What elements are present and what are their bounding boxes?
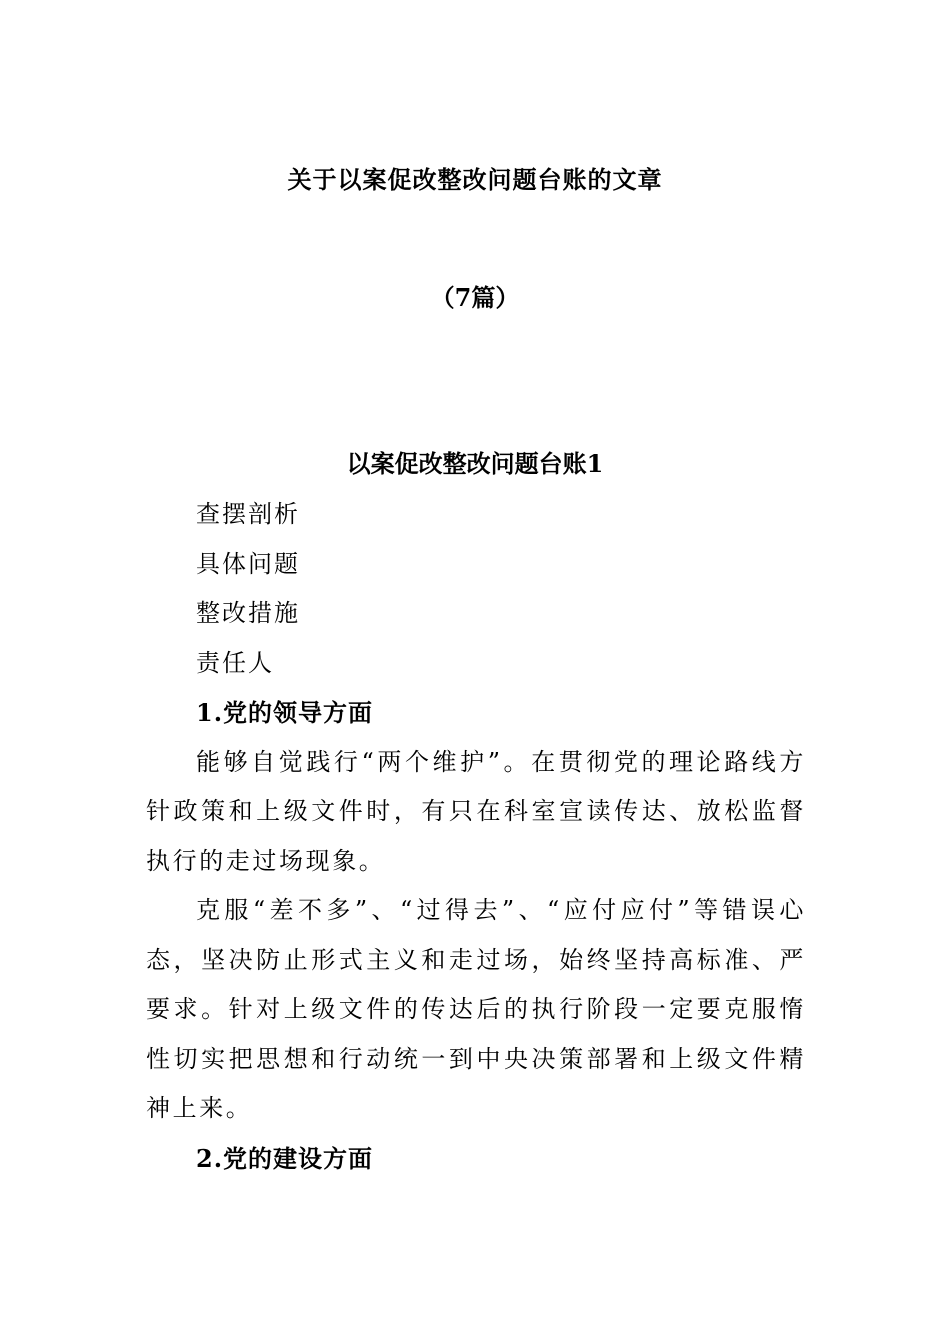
section-heading: 2.党的建设方面 (196, 1143, 374, 1173)
document-body (146, 490, 806, 1183)
list-item: 责任人 (196, 648, 274, 677)
paragraph: 能够自觉践行“两个维护”。在贯彻党的理论路线方针政策和上级文件时，有只在科室宣读传达、放松监督执行的走过场现象。 (146, 747, 806, 875)
list-item: 查摆剖析 (196, 500, 300, 528)
paragraph: 克服“差不多”、“过得去”、“应付应付”等错误心态，坚决防止形式主义和走过场，始终坚持高标准、严要求。针对上级文件的传达后的执行阶段一定要克服惰性切实把思想和行动统一到中央决策部署和上级文件精神上来。 (146, 896, 806, 1122)
document-count: （7篇） (430, 283, 520, 312)
section-title: 以案促改整改问题台账1 (346, 449, 604, 478)
document-title: 关于以案促改整改问题台账的文章 (287, 165, 663, 194)
section-heading: 1.党的领导方面 (196, 698, 374, 727)
list-item: 具体问题 (196, 549, 300, 578)
list-item: 整改措施 (196, 599, 300, 627)
